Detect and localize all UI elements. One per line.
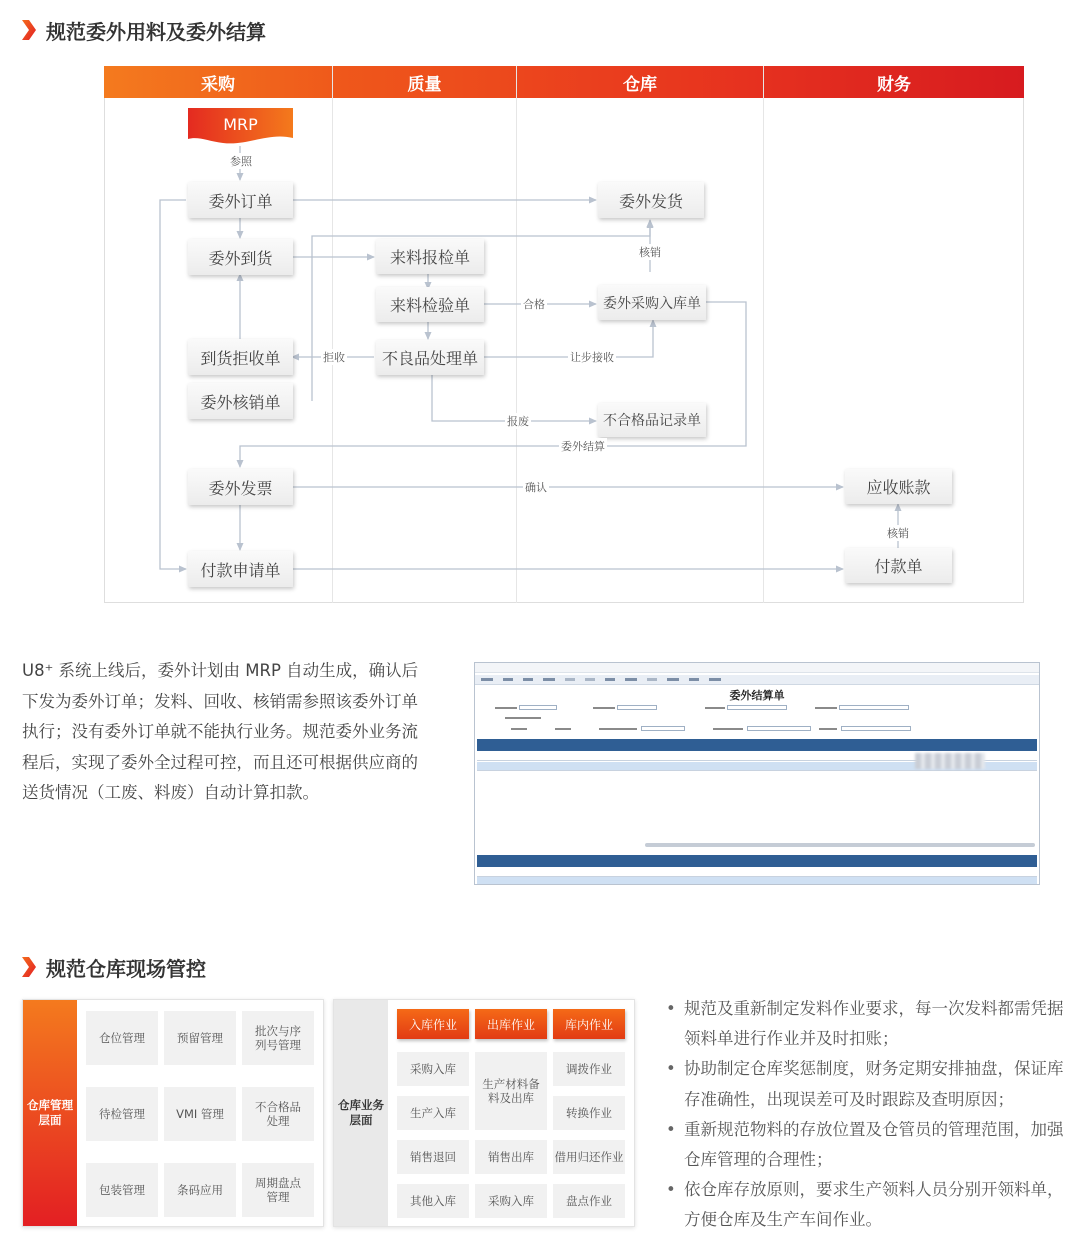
field-box — [727, 705, 787, 710]
screenshot-form-title: 委外结算单 — [729, 689, 785, 702]
node-outsourcing-delivery: 委外发货 — [598, 182, 704, 218]
section-title-text: 规范委外用料及委外结算 — [46, 19, 266, 44]
node-outsourcing-order: 委外订单 — [188, 182, 293, 218]
edge-label-scrap: 报废 — [507, 415, 529, 428]
cell-sales-outbound: 销售出库 — [475, 1140, 547, 1174]
list-item: • 协助制定仓库奖惩制度，财务定期安排抽盘，保证库存准确性，出现误差可及时跟踪及查明原因； — [664, 1054, 1072, 1114]
field-box — [641, 726, 685, 731]
field-label — [713, 728, 743, 730]
cell-cycle-count: 周期盘点管理 — [242, 1163, 314, 1217]
cell-production-inbound: 生产入库 — [397, 1096, 469, 1130]
cell-transfer: 调拨作业 — [553, 1052, 625, 1086]
cell-pending-inspection: 待检管理 — [86, 1087, 158, 1141]
table-row — [477, 877, 1037, 885]
field-box — [617, 705, 657, 710]
edge-label-confirm: 确认 — [525, 481, 547, 494]
node-incoming-inspection: 来料检验单 — [376, 287, 484, 322]
edge-label-writeoff: 核销 — [639, 246, 661, 259]
field-label — [505, 717, 541, 719]
header-outbound: 出库作业 — [475, 1009, 547, 1039]
field-box — [747, 726, 811, 731]
cell-purchase-inbound-2: 采购入库 — [475, 1184, 547, 1218]
field-label — [819, 728, 837, 730]
grid-header — [477, 739, 1037, 751]
lane-header-purchase: 采购 — [104, 66, 332, 98]
field-label — [815, 707, 837, 709]
node-arrival-rejection: 到货拒收单 — [188, 339, 293, 375]
cell-nonconforming: 不合格品处理 — [242, 1087, 314, 1141]
cell-purchase-inbound: 采购入库 — [397, 1052, 469, 1086]
field-label — [593, 707, 615, 709]
cell-production-material-outbound: 生产材料备料及出库 — [475, 1052, 547, 1130]
screenshot-titlebar — [475, 663, 1039, 673]
header-inbound: 入库作业 — [397, 1009, 469, 1039]
node-outsourcing-arrival: 委外到货 — [188, 239, 293, 275]
warehouse-management-panel — [22, 999, 324, 1227]
node-incoming-inspection-request: 来料报检单 — [376, 239, 484, 274]
field-label — [599, 728, 637, 730]
cell-barcode: 条码应用 — [164, 1163, 236, 1217]
section-title-warehouse — [20, 952, 206, 982]
field-label — [511, 728, 527, 730]
lane-header-warehouse: 仓库 — [517, 66, 763, 98]
edge-label-concession: 让步接收 — [570, 351, 614, 364]
cell-packaging-mgmt: 包装管理 — [86, 1163, 158, 1217]
lane-header-finance: 财务 — [764, 66, 1024, 98]
field-box — [519, 705, 557, 710]
node-outsourcing-writeoff: 委外核销单 — [188, 383, 293, 419]
field-label — [555, 728, 571, 730]
warehouse-operations-panel — [333, 999, 635, 1227]
cell-location-mgmt: 仓位管理 — [86, 1011, 158, 1065]
settlement-screenshot — [474, 662, 1040, 885]
cell-conversion: 转换作业 — [553, 1096, 625, 1130]
cell-vmi-mgmt: VMI 管理 — [164, 1087, 236, 1141]
list-item: • 重新规范物料的存放位置及仓管员的管理范围，加强仓库管理的合理性； — [664, 1115, 1072, 1175]
grid-header — [477, 855, 1037, 867]
blurred-cells — [915, 753, 985, 769]
description-paragraph: U8⁺ 系统上线后，委外计划由 MRP 自动生成，确认后下发为委外订单；发料、回收、核销需参照该委外订单执行；没有委外订单就不能执行业务。规范委外业务流程后，实现了委外全过程可控，而且还可根据供应商的送货情况（工废、料废）自动计算扣款。 — [22, 661, 419, 802]
cell-sales-return: 销售退回 — [397, 1140, 469, 1174]
mrp-node — [188, 108, 293, 145]
cell-batch-serial-mgmt: 批次与序列号管理 — [242, 1011, 314, 1065]
field-label — [495, 707, 517, 709]
node-defective-handling: 不良品处理单 — [376, 340, 484, 375]
node-nonconforming-record: 不合格品记录单 — [598, 403, 706, 437]
node-outsourcing-receipt: 委外采购入库单 — [598, 285, 706, 320]
horizontal-scrollbar[interactable] — [645, 843, 1035, 847]
mrp-label: MRP — [223, 115, 258, 134]
chevron-right-icon — [20, 955, 38, 979]
field-label — [705, 707, 725, 709]
header-internal: 库内作业 — [553, 1009, 625, 1039]
section-title-text: 规范仓库现场管控 — [46, 956, 206, 981]
warehouse-operations-label: 仓库业务层面 — [334, 1000, 388, 1226]
cell-other-inbound: 其他入库 — [397, 1184, 469, 1218]
screenshot-toolbar — [475, 675, 1039, 685]
table-row — [477, 868, 1037, 877]
warehouse-bullet-list — [664, 994, 1072, 1236]
field-box — [841, 726, 911, 731]
edge-label-writeoff-finance: 核销 — [887, 527, 909, 540]
cell-borrow-return: 借用归还作业 — [553, 1140, 625, 1174]
list-item: • 依仓库存放原则，要求生产领料人员分别开领料单，方便仓库及生产车间作业。 — [664, 1175, 1072, 1235]
node-payment-slip: 付款单 — [845, 548, 952, 583]
edge-label-reference: 参照 — [230, 155, 252, 168]
node-accounts-payable: 应收账款 — [845, 469, 952, 504]
node-outsourcing-invoice: 委外发票 — [188, 469, 293, 505]
node-payment-request: 付款申请单 — [188, 551, 293, 587]
lane-header-quality: 质量 — [333, 66, 516, 98]
cell-reservation-mgmt: 预留管理 — [164, 1011, 236, 1065]
edge-label-reject: 拒收 — [323, 351, 345, 364]
edge-label-qualified: 合格 — [523, 298, 545, 311]
edge-label-settlement: 委外结算 — [561, 440, 605, 453]
field-box — [839, 705, 909, 710]
warehouse-management-label: 仓库管理层面 — [23, 1000, 77, 1226]
cell-stocktaking: 盘点作业 — [553, 1184, 625, 1218]
list-item: • 规范及重新制定发料作业要求，每一次发料都需凭据领料单进行作业并及时扣账； — [664, 994, 1072, 1054]
